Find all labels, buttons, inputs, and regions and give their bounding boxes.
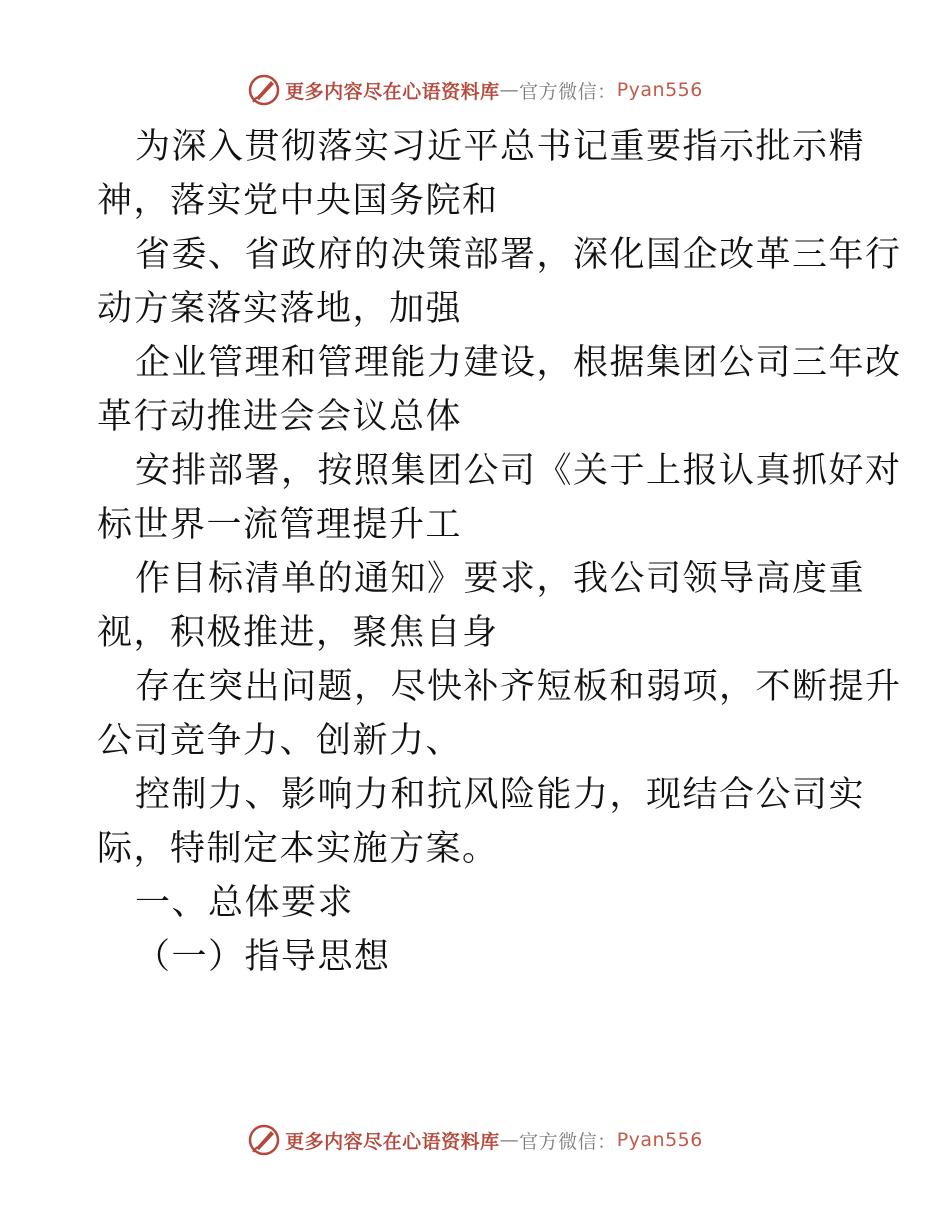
watermark-dash: — — [499, 1129, 520, 1151]
watermark-library-text: 更多内容尽在心语资料库 — [285, 80, 500, 103]
body-line: 安排部署，按照集团公司《关于上报认真抓好对 — [135, 451, 902, 491]
header-watermark — [0, 70, 950, 110]
watermark-wechat-id: Pyan556 — [616, 79, 703, 101]
body-line: 作目标清单的通知》要求，我公司领导高度重 — [135, 559, 866, 599]
watermark-library-text: 更多内容尽在心语资料库 — [285, 1130, 500, 1153]
subsection-heading: （一）指导思想 — [135, 937, 391, 977]
body-line: 公司竞争力、创新力、 — [97, 721, 463, 761]
body-line: 视，积极推进，聚焦自身 — [97, 613, 499, 653]
body-line: 神，落实党中央国务院和 — [97, 181, 499, 221]
body-line: 革行动推进会会议总体 — [97, 397, 463, 437]
quill-logo-icon — [247, 1123, 281, 1157]
body-line: 控制力、影响力和抗风险能力，现结合公司实 — [135, 775, 866, 815]
body-line: 为深入贯彻落实习近平总书记重要指示批示精 — [135, 127, 866, 167]
body-line: 际，特制定本实施方案。 — [97, 829, 499, 869]
watermark-wechat-id: Pyan556 — [616, 1129, 703, 1151]
watermark-dash: — — [499, 79, 520, 101]
footer-watermark — [0, 1120, 950, 1160]
quill-logo-icon — [247, 73, 281, 107]
body-line: 标世界一流管理提升工 — [97, 505, 463, 545]
watermark-wechat-label: 官方微信： — [519, 1130, 617, 1153]
section-heading: 一、总体要求 — [135, 883, 355, 923]
body-line: 动方案落实落地，加强 — [97, 289, 463, 329]
body-line: 企业管理和管理能力建设，根据集团公司三年改 — [135, 343, 902, 383]
document-body — [97, 120, 902, 984]
body-line: 存在突出问题，尽快补齐短板和弱项，不断提升 — [135, 667, 902, 707]
watermark-wechat-label: 官方微信： — [519, 80, 617, 103]
body-line: 省委、省政府的决策部署，深化国企改革三年行 — [135, 235, 902, 275]
